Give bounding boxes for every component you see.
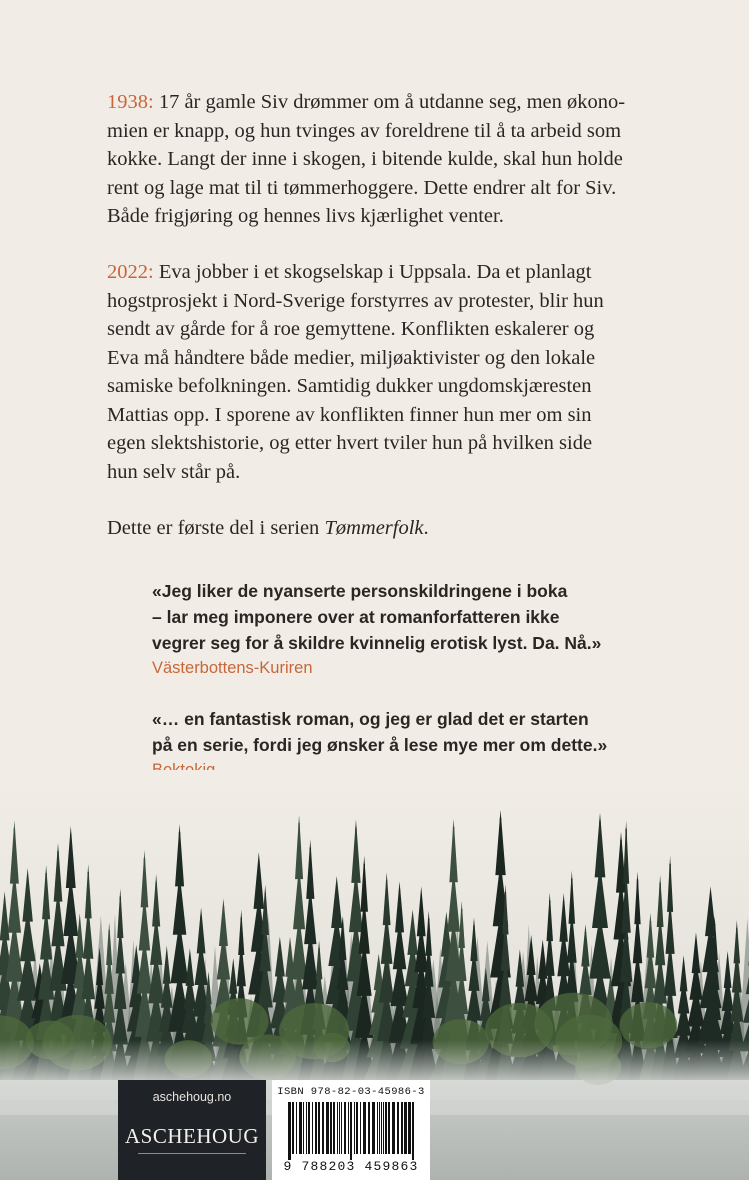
isbn-barcode-box: [272, 1080, 430, 1180]
series-title: Tømmerfolk: [324, 517, 424, 539]
publisher-badge: [118, 1080, 266, 1180]
series-note: [107, 514, 667, 543]
blurb-paragraph-2022: [107, 258, 667, 486]
year-2022: 2022:: [107, 261, 154, 283]
blurb-2022-text: Eva jobber i et skogselskap i Uppsala. Da et planlagt hogstprosjekt i Nord-Sverige forstyrres av protester, blir hun sendt av gårde for å roe gemyttene. Konflikten eskalerer og Eva må håndtere både medier, miljøaktivister og den lokale samiske befolkningen. Samtidig dukker ungdomskjæresten Mattias opp. I sporene av konflikten finner hun mer om sin egen slektshistorie, og etter hvert tviler hun på hvilken side hun selv står på.: [107, 261, 604, 483]
isbn-label: ISBN 978-82-03-45986-3: [277, 1086, 425, 1098]
review-quote-1-text: «Jeg liker de nyanserte personskildringene i boka – lar meg imponere over at romanforfatteren ikke vegrer seg for å skildre kvinnelig erotisk lyst. Da. Nå.»: [152, 581, 602, 653]
year-1938: 1938:: [107, 91, 154, 113]
review-quote-1: [152, 578, 692, 680]
publisher-logo: ASCHEHOUG: [124, 1124, 259, 1148]
blurb-1938-text: 17 år gamle Siv drømmer om å utdanne seg, men økono- mien er knapp, og hun tvinges av foreldrene til å ta arbeid som kokke. Langt der inne i skogen, i bitende kulde, skal hun holde rent og lage mat til ti tømmerhoggere. Dette endrer alt for Siv. Både frigjøring og hennes livs kjærlighet venter.: [107, 91, 626, 227]
series-note-text: Dette er første del i serien: [107, 517, 325, 539]
isbn-digits: 9 788203 459863: [283, 1159, 419, 1174]
logo-underline: [138, 1153, 246, 1154]
series-note-end: .: [423, 517, 429, 539]
review-quote-1-source: Västerbottens-Kuriren: [152, 659, 313, 677]
publisher-url: aschehoug.no: [152, 1090, 232, 1104]
blurb-paragraph-1938: [107, 88, 667, 231]
barcode: [282, 1102, 422, 1160]
review-quote-2-text: «… en fantastisk roman, og jeg er glad det er starten på en serie, fordi jeg ønsker å lese mye mer om dette.»: [152, 709, 608, 755]
